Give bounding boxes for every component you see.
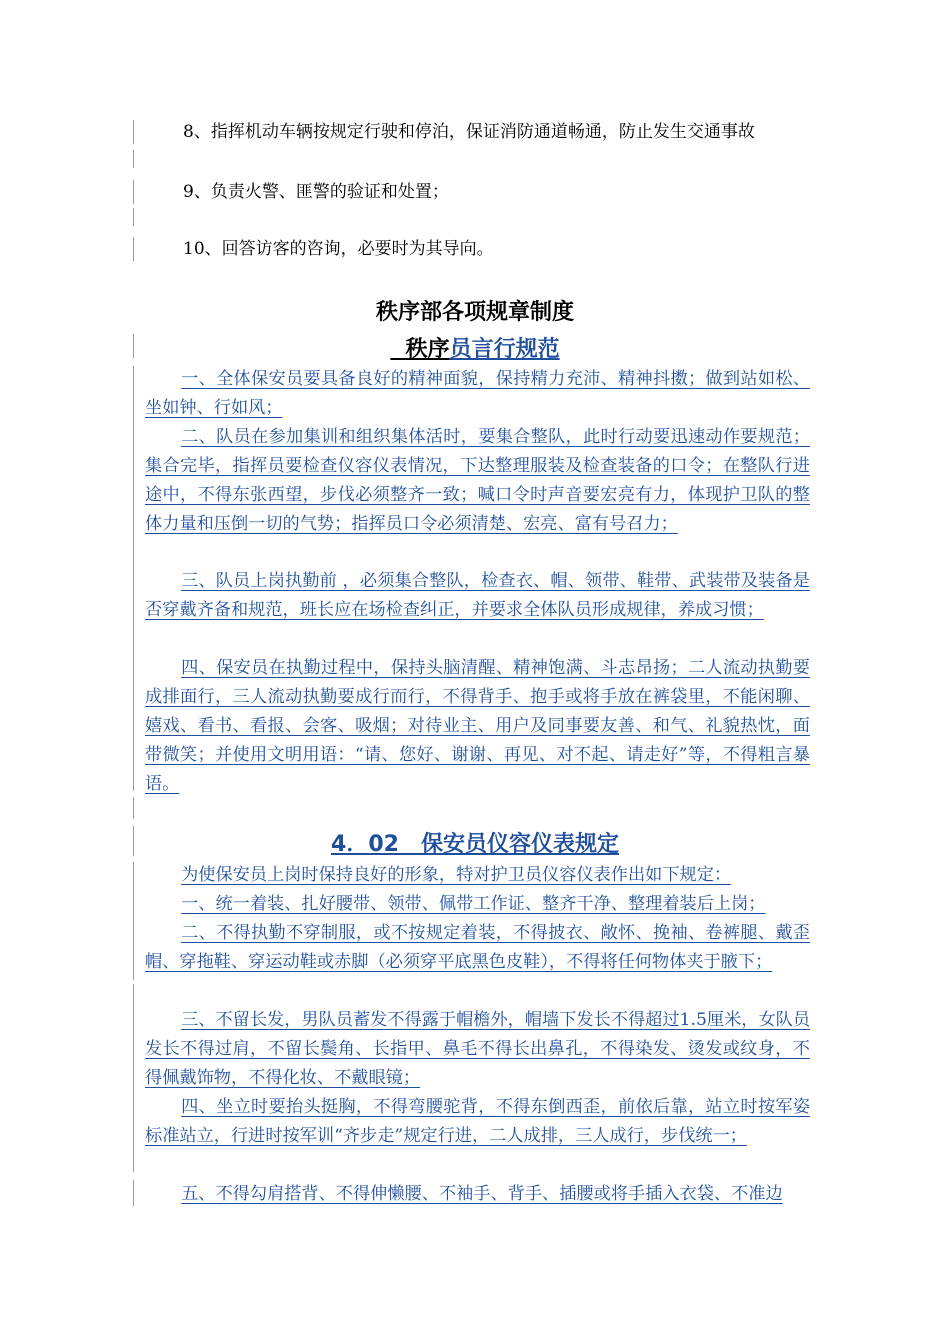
revision-bar	[133, 120, 134, 144]
revision-bar	[133, 366, 134, 791]
section-title: 秩序部各项规章制度	[375, 300, 574, 325]
paragraph: 二、不得执勤不穿制服，或不按规定着装，不得披衣、敞怀、挽袖、卷裤腿、戴歪帽、穿拖鞋、穿运动鞋或赤脚（必须穿平底黑色皮鞋），不得将任何物体夹于腋下；	[145, 923, 810, 972]
list-item: 8、指挥机动车辆按规定行驶和停泊，保证消防通道畅通，防止发生交通事故	[183, 122, 755, 142]
subtitle-prefix: 秩序	[405, 337, 450, 362]
paragraph: 三、队员上岗执勤前 ，必须集合整队，检查衣、帽、领带、鞋带、武装带及装备是否穿戴齐备和规范，班长应在场检查纠正，并要求全体队员形成规律，养成习惯；	[145, 571, 810, 620]
revision-bar	[133, 208, 134, 226]
revision-bar	[133, 1180, 134, 1206]
revision-bar	[133, 150, 134, 168]
paragraph: 四、坐立时要抬头挺胸，不得弯腰驼背，不得东倒西歪，前依后靠，站立时按军姿标准站立，行进时按军训“齐步走”规定行进，二人成排，三人成行，步伐统一；	[145, 1097, 810, 1146]
paragraph: 为使保安员上岗时保持良好的形象，特对护卫员仪容仪表作出如下规定：	[181, 865, 732, 885]
subtitle-link[interactable]: 员言行规范	[449, 337, 560, 362]
revision-bar	[133, 180, 134, 204]
revision-bar	[133, 862, 134, 980]
section-heading: 4．02 保安员仪容仪表规定	[331, 832, 619, 857]
paragraph: 三、不留长发，男队员蓄发不得露于帽檐外，帽墙下发长不得超过1.5厘米，女队员发长不得过肩，不留长鬓角、长指甲、鼻毛不得长出鼻孔，不得染发、烫发或纹身，不得佩戴饰物，不得化妆、不戴眼镜；	[145, 1010, 811, 1088]
paragraph: 一、全体保安员要具备良好的精神面貌，保持精力充沛、精神抖擞；做到站如松、坐如钟、行如风；	[145, 369, 810, 418]
paragraph: 二、队员在参加集训和组织集体活时，要集合整队，此时行动要迅速动作要规范；集合完毕，指挥员要检查仪容仪表情况，下达整理服装及检查装备的口令；在整队行进途中，不得东张西望，步伐必须整齐一致；喊口令时声音要宏亮有力，体现护卫队的整体力量和压倒一切的气势；指挥员口令必须清楚、宏亮、富有号召力；	[145, 427, 810, 534]
revision-bar	[133, 984, 134, 1172]
list-item: 9、负责火警、匪警的验证和处置；	[183, 182, 449, 202]
subtitle	[0, 332, 950, 363]
revision-bar	[133, 797, 134, 819]
paragraph: 四、保安员在执勤过程中，保持头脑清醒、精神饱满、斗志昂扬；二人流动执勤要成排面行，三人流动执勤要成行而行，不得背手、抱手或将手放在裤袋里，不能闲聊、嬉戏、看书、看报、会客、吸烟；对待业主、用户及同事要友善、和气、礼貌热忱，面带微笑；并使用文明用语：“请、您好、谢谢、再见、对不起、请走好”等，不得粗言暴语。	[145, 658, 810, 794]
paragraph: 五、不得勾肩搭背、不得伸懒腰、不袖手、背手、插腰或将手插入衣袋、不准边	[181, 1184, 783, 1204]
revision-bar	[133, 237, 134, 261]
list-item: 10、回答访客的咨询，必要时为其导向。	[183, 239, 494, 259]
paragraph: 一、统一着装、扎好腰带、领带、佩带工作证、整齐干净、整理着装后上岗；	[181, 894, 766, 914]
